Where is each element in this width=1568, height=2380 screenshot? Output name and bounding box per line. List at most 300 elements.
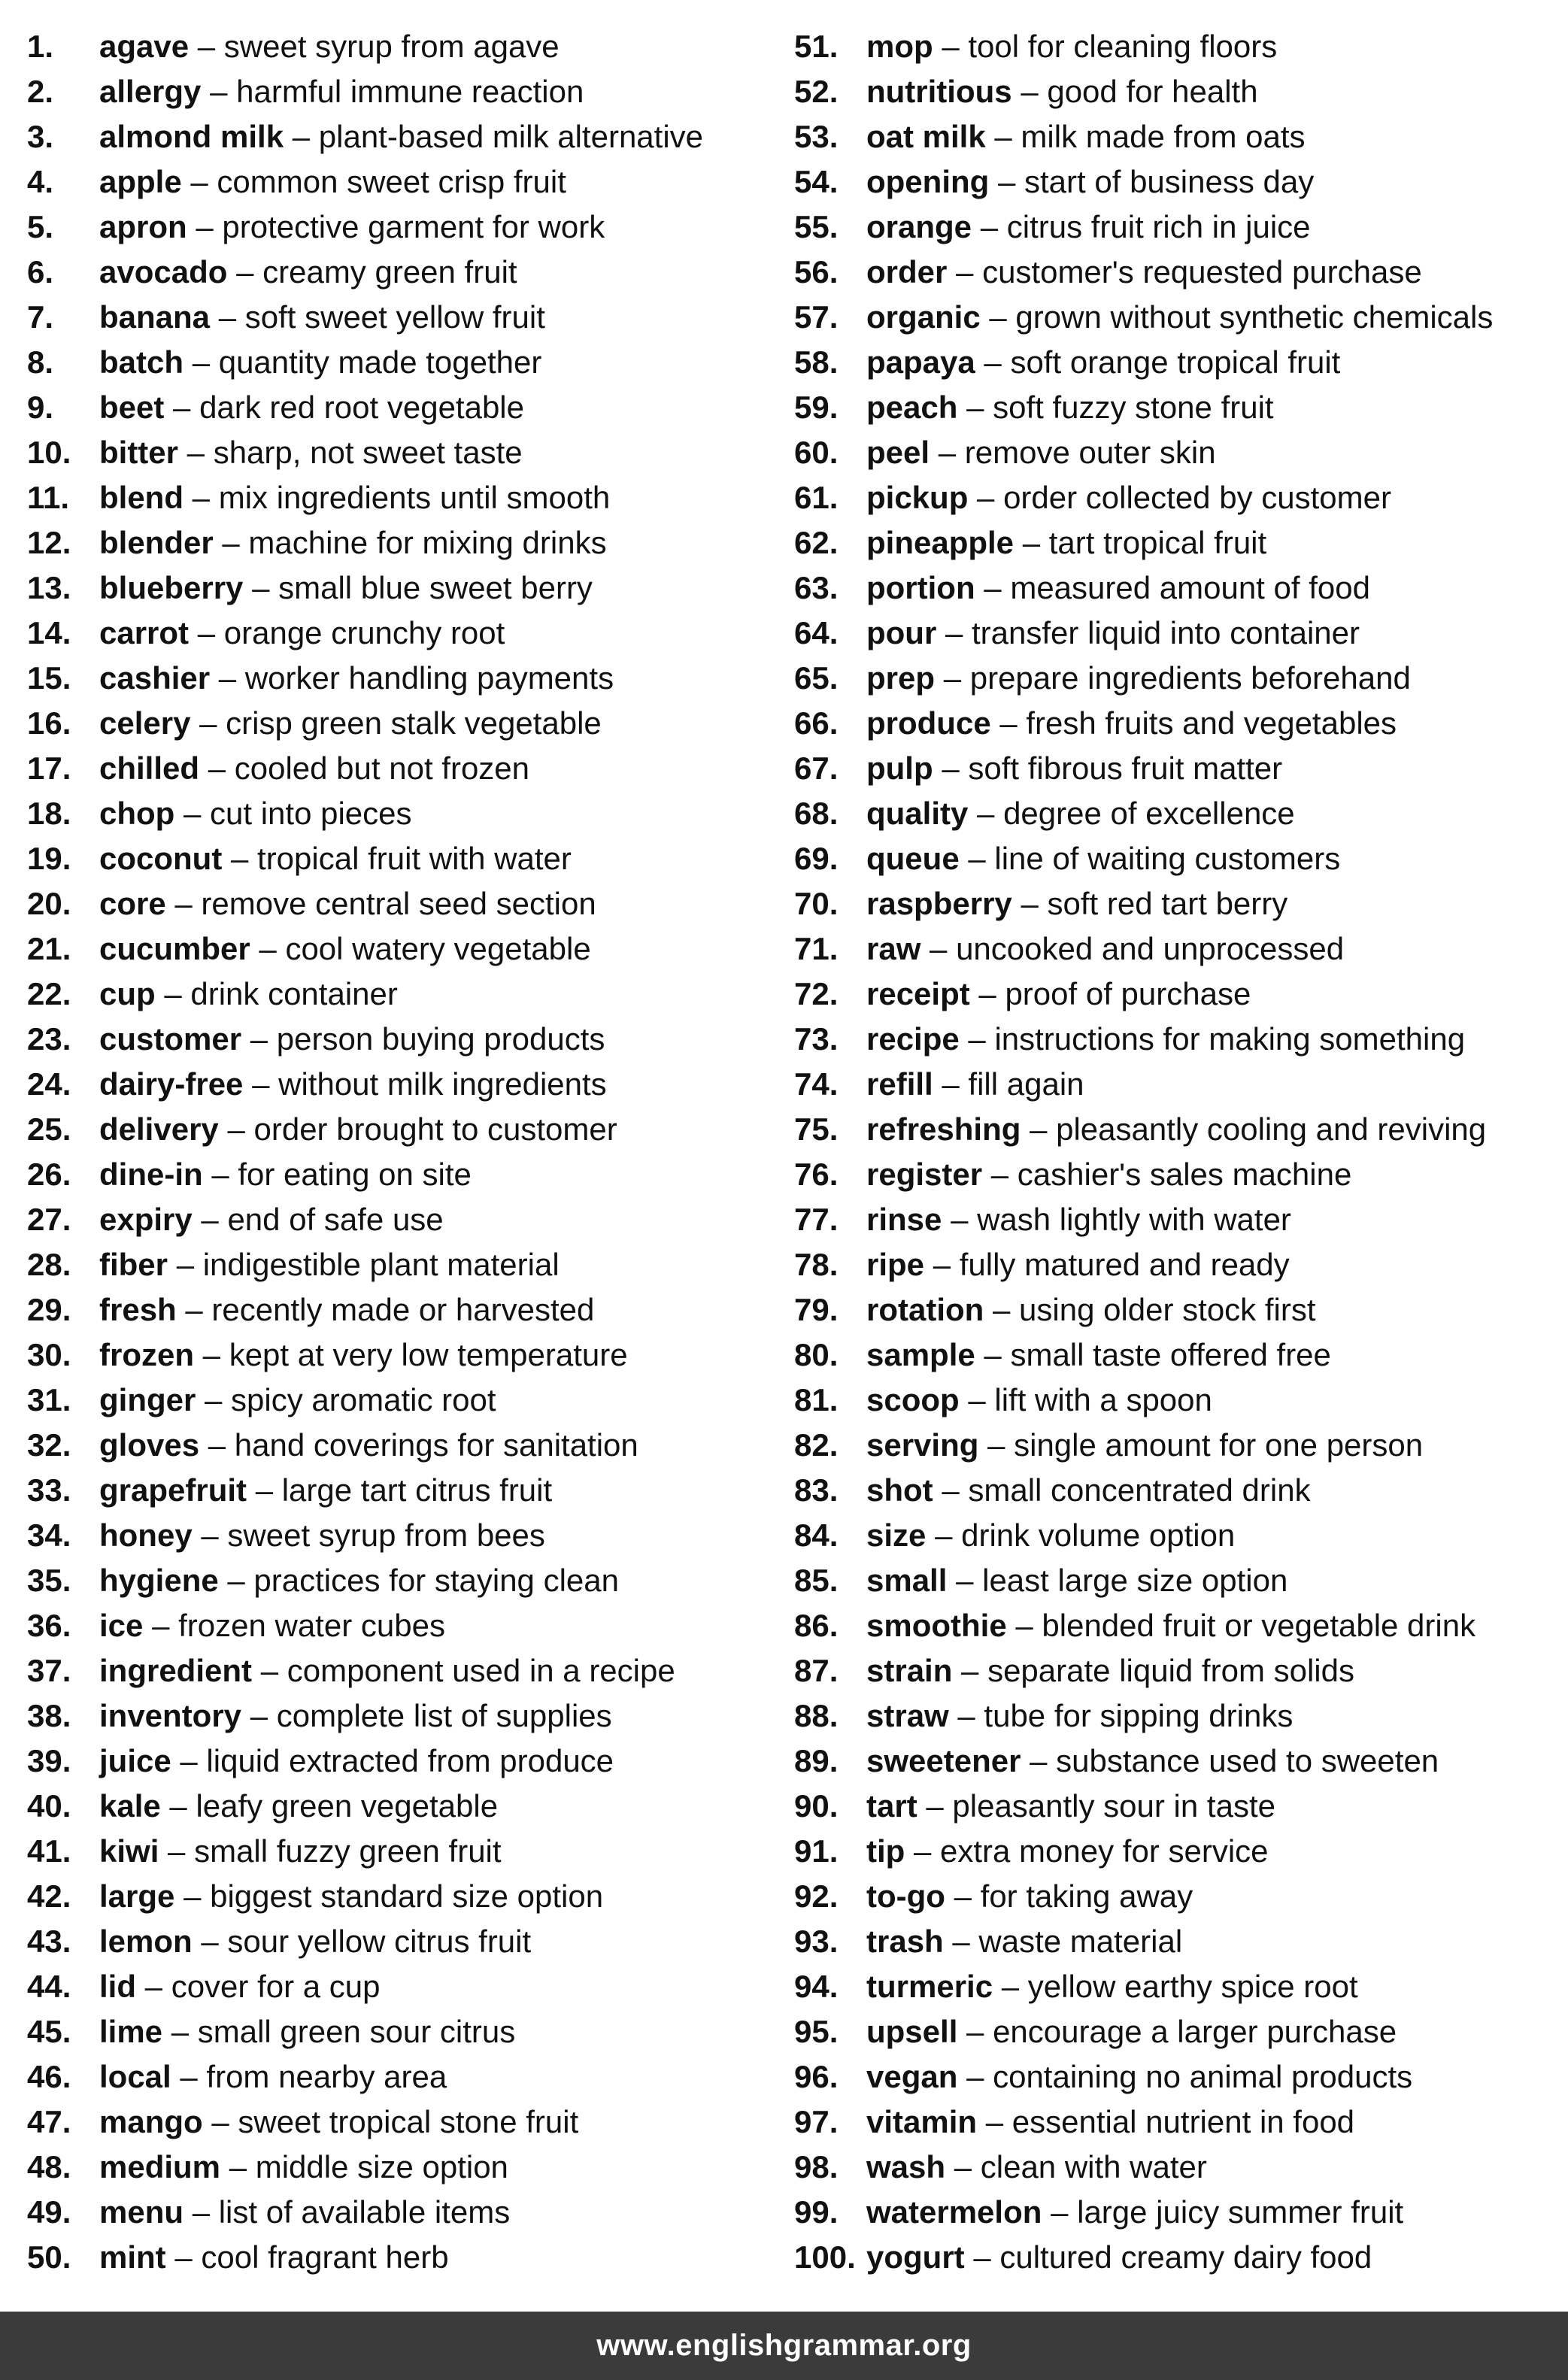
item-term: refreshing bbox=[866, 1111, 1021, 1147]
item-separator: – bbox=[1051, 2194, 1069, 2230]
item-number: 2. bbox=[27, 74, 54, 109]
item-separator: – bbox=[968, 841, 986, 876]
list-item bbox=[794, 2145, 1561, 2190]
list-item bbox=[27, 1062, 779, 1107]
list-item bbox=[27, 791, 779, 836]
list-item bbox=[794, 2190, 1561, 2235]
item-separator: – bbox=[1021, 886, 1039, 921]
item-definition: kept at very low temperature bbox=[229, 1337, 628, 1372]
item-definition: grown without synthetic chemicals bbox=[1015, 299, 1494, 335]
item-definition: harmful immune reaction bbox=[236, 74, 584, 109]
list-item bbox=[27, 656, 779, 701]
item-number: 29. bbox=[27, 1292, 71, 1327]
item-definition: recently made or harvested bbox=[211, 1292, 595, 1327]
item-separator: – bbox=[218, 299, 237, 335]
list-item bbox=[27, 611, 779, 656]
list-item bbox=[27, 475, 779, 520]
item-separator: – bbox=[942, 29, 960, 64]
list-item bbox=[27, 205, 779, 250]
list-item bbox=[27, 430, 779, 475]
item-separator: – bbox=[977, 480, 995, 515]
item-separator: – bbox=[930, 931, 948, 966]
list-item bbox=[794, 1197, 1561, 1242]
item-definition: single amount for one person bbox=[1014, 1427, 1424, 1463]
item-term: yogurt bbox=[866, 2239, 965, 2275]
item-definition: wash lightly with water bbox=[977, 1202, 1291, 1237]
list-item bbox=[27, 340, 779, 385]
item-separator: – bbox=[183, 1878, 202, 1914]
list-item bbox=[794, 2235, 1561, 2280]
item-definition: for eating on site bbox=[238, 1157, 472, 1192]
list-item bbox=[794, 1693, 1561, 1739]
item-term: oat milk bbox=[866, 119, 986, 154]
item-number: 94. bbox=[794, 1969, 839, 2004]
item-term: almond milk bbox=[99, 119, 284, 154]
item-definition: cover for a cup bbox=[171, 1969, 381, 2004]
item-separator: – bbox=[990, 1157, 1009, 1192]
item-definition: uncooked and unprocessed bbox=[956, 931, 1345, 966]
item-term: pineapple bbox=[866, 525, 1014, 560]
list-item bbox=[27, 1332, 779, 1378]
item-separator: – bbox=[211, 2104, 229, 2139]
item-definition: sweet syrup from agave bbox=[223, 29, 560, 64]
list-item bbox=[27, 159, 779, 205]
item-separator: – bbox=[968, 1382, 986, 1417]
list-item bbox=[794, 430, 1561, 475]
item-separator: – bbox=[942, 1472, 960, 1508]
item-number: 70. bbox=[794, 886, 839, 921]
item-number: 4. bbox=[27, 164, 54, 199]
item-definition: citrus fruit rich in juice bbox=[1006, 209, 1311, 244]
item-separator: – bbox=[152, 1608, 170, 1643]
item-term: smoothie bbox=[866, 1608, 1007, 1643]
item-number: 99. bbox=[794, 2194, 839, 2230]
item-number: 12. bbox=[27, 525, 71, 560]
item-separator: – bbox=[985, 2104, 1004, 2139]
item-definition: list of available items bbox=[218, 2194, 511, 2230]
item-separator: – bbox=[987, 1427, 1005, 1463]
list-item bbox=[794, 69, 1561, 114]
item-definition: dark red root vegetable bbox=[199, 390, 524, 425]
item-term: chilled bbox=[99, 750, 200, 786]
item-term: lime bbox=[99, 2014, 163, 2049]
item-definition: substance used to sweeten bbox=[1056, 1743, 1439, 1778]
item-separator: – bbox=[938, 435, 957, 470]
item-number: 44. bbox=[27, 1969, 71, 2004]
item-number: 11. bbox=[27, 480, 70, 515]
item-definition: cut into pieces bbox=[210, 796, 412, 831]
list-item bbox=[27, 1242, 779, 1287]
item-separator: – bbox=[180, 2059, 198, 2094]
item-definition: clean with water bbox=[980, 2149, 1207, 2184]
item-number: 78. bbox=[794, 1247, 839, 1282]
item-definition: orange crunchy root bbox=[223, 615, 505, 650]
item-number: 21. bbox=[27, 931, 71, 966]
item-definition: remove central seed section bbox=[201, 886, 596, 921]
item-number: 50. bbox=[27, 2239, 71, 2275]
item-separator: – bbox=[1030, 1743, 1048, 1778]
item-definition: waste material bbox=[978, 1924, 1183, 1959]
item-separator: – bbox=[966, 390, 984, 425]
item-term: serving bbox=[866, 1427, 979, 1463]
list-item bbox=[27, 1423, 779, 1468]
item-definition: pleasantly sour in taste bbox=[952, 1788, 1275, 1824]
vocabulary-list bbox=[0, 24, 1568, 2280]
item-number: 66. bbox=[794, 705, 839, 741]
item-separator: – bbox=[180, 1743, 198, 1778]
list-item bbox=[27, 701, 779, 746]
item-definition: without milk ingredients bbox=[278, 1066, 607, 1102]
item-number: 9. bbox=[27, 390, 54, 425]
item-term: produce bbox=[866, 705, 991, 741]
item-definition: protective garment for work bbox=[222, 209, 605, 244]
item-term: tart bbox=[866, 1788, 917, 1824]
item-term: ginger bbox=[99, 1382, 196, 1417]
list-item bbox=[794, 340, 1561, 385]
list-item bbox=[27, 1964, 779, 2009]
item-term: dine-in bbox=[99, 1157, 203, 1192]
list-item bbox=[27, 926, 779, 972]
item-term: peel bbox=[866, 435, 930, 470]
item-definition: tool for cleaning floors bbox=[968, 29, 1278, 64]
item-definition: creamy green fruit bbox=[262, 254, 517, 290]
item-number: 61. bbox=[794, 480, 839, 515]
item-separator: – bbox=[1022, 525, 1041, 560]
item-term: pickup bbox=[866, 480, 969, 515]
item-number: 98. bbox=[794, 2149, 839, 2184]
item-separator: – bbox=[954, 1878, 972, 1914]
item-number: 14. bbox=[27, 615, 71, 650]
item-number: 64. bbox=[794, 615, 839, 650]
item-term: hygiene bbox=[99, 1563, 219, 1598]
item-separator: – bbox=[977, 796, 995, 831]
item-term: gloves bbox=[99, 1427, 200, 1463]
item-number: 58. bbox=[794, 344, 839, 380]
item-definition: tube for sipping drinks bbox=[984, 1698, 1294, 1733]
list-item bbox=[27, 881, 779, 926]
item-separator: – bbox=[935, 1517, 953, 1553]
item-term: carrot bbox=[99, 615, 190, 650]
item-number: 6. bbox=[27, 254, 54, 290]
item-separator: – bbox=[973, 2239, 991, 2275]
list-item bbox=[794, 1513, 1561, 1558]
item-number: 54. bbox=[794, 164, 839, 199]
item-separator: – bbox=[984, 1337, 1002, 1372]
item-term: rinse bbox=[866, 1202, 942, 1237]
item-definition: hand coverings for sanitation bbox=[234, 1427, 638, 1463]
item-number: 59. bbox=[794, 390, 839, 425]
item-number: 45. bbox=[27, 2014, 71, 2049]
item-number: 82. bbox=[794, 1427, 839, 1463]
item-separator: – bbox=[196, 209, 214, 244]
item-separator: – bbox=[984, 344, 1002, 380]
list-item bbox=[794, 1332, 1561, 1378]
item-term: cashier bbox=[99, 660, 211, 696]
item-definition: tropical fruit with water bbox=[257, 841, 572, 876]
item-separator: – bbox=[173, 390, 191, 425]
list-item bbox=[27, 972, 779, 1017]
item-term: queue bbox=[866, 841, 960, 876]
item-number: 10. bbox=[27, 435, 71, 470]
item-number: 56. bbox=[794, 254, 839, 290]
item-number: 22. bbox=[27, 976, 71, 1011]
item-definition: soft sweet yellow fruit bbox=[244, 299, 545, 335]
item-definition: start of business day bbox=[1024, 164, 1315, 199]
item-number: 32. bbox=[27, 1427, 71, 1463]
item-separator: – bbox=[208, 1427, 226, 1463]
item-number: 90. bbox=[794, 1788, 839, 1824]
item-definition: cooled but not frozen bbox=[234, 750, 530, 786]
item-number: 60. bbox=[794, 435, 839, 470]
item-separator: – bbox=[164, 976, 182, 1011]
item-definition: crisp green stalk vegetable bbox=[226, 705, 602, 741]
item-number: 33. bbox=[27, 1472, 71, 1508]
list-item bbox=[27, 1197, 779, 1242]
item-number: 34. bbox=[27, 1517, 71, 1553]
item-term: kale bbox=[99, 1788, 161, 1824]
list-item bbox=[794, 1648, 1561, 1693]
item-term: inventory bbox=[99, 1698, 242, 1733]
item-term: celery bbox=[99, 705, 191, 741]
list-item bbox=[794, 791, 1561, 836]
item-separator: – bbox=[966, 2014, 984, 2049]
item-term: ice bbox=[99, 1608, 144, 1643]
item-separator: – bbox=[190, 164, 208, 199]
list-item bbox=[794, 1919, 1561, 1964]
item-separator: – bbox=[951, 1202, 969, 1237]
item-definition: practices for staying clean bbox=[253, 1563, 619, 1598]
item-term: juice bbox=[99, 1743, 171, 1778]
item-separator: – bbox=[236, 254, 254, 290]
list-item bbox=[794, 611, 1561, 656]
item-number: 17. bbox=[27, 750, 71, 786]
item-definition: lift with a spoon bbox=[994, 1382, 1212, 1417]
item-term: medium bbox=[99, 2149, 221, 2184]
item-separator: – bbox=[954, 2149, 972, 2184]
item-term: expiry bbox=[99, 1202, 193, 1237]
item-definition: blended fruit or vegetable drink bbox=[1042, 1608, 1476, 1643]
item-separator: – bbox=[202, 1337, 221, 1372]
item-separator: – bbox=[174, 886, 193, 921]
item-definition: yellow earthy spice root bbox=[1027, 1969, 1358, 2004]
list-item bbox=[27, 1468, 779, 1513]
item-definition: degree of excellence bbox=[1003, 796, 1295, 831]
list-item bbox=[794, 701, 1561, 746]
item-separator: – bbox=[192, 480, 211, 515]
item-number: 76. bbox=[794, 1157, 839, 1192]
item-number: 96. bbox=[794, 2059, 839, 2094]
item-number: 91. bbox=[794, 1833, 839, 1869]
item-number: 30. bbox=[27, 1337, 71, 1372]
list-item bbox=[794, 2100, 1561, 2145]
item-term: blender bbox=[99, 525, 214, 560]
list-item bbox=[794, 1152, 1561, 1197]
item-separator: – bbox=[169, 1788, 187, 1824]
item-term: local bbox=[99, 2059, 171, 2094]
item-term: avocado bbox=[99, 254, 228, 290]
item-term: core bbox=[99, 886, 166, 921]
list-item bbox=[27, 2145, 779, 2190]
list-item bbox=[794, 385, 1561, 430]
list-item bbox=[794, 1558, 1561, 1603]
item-separator: – bbox=[966, 2059, 984, 2094]
list-item bbox=[794, 1062, 1561, 1107]
item-definition: remove outer skin bbox=[964, 435, 1216, 470]
item-separator: – bbox=[933, 1247, 951, 1282]
item-number: 37. bbox=[27, 1653, 71, 1688]
item-term: pulp bbox=[866, 750, 933, 786]
item-number: 19. bbox=[27, 841, 71, 876]
item-term: honey bbox=[99, 1517, 193, 1553]
item-separator: – bbox=[978, 976, 996, 1011]
item-term: raspberry bbox=[866, 886, 1012, 921]
item-number: 100. bbox=[794, 2239, 856, 2275]
list-item bbox=[794, 250, 1561, 295]
item-definition: soft red tart berry bbox=[1047, 886, 1288, 921]
item-definition: measured amount of food bbox=[1010, 570, 1370, 605]
item-definition: sharp, not sweet taste bbox=[213, 435, 523, 470]
item-number: 43. bbox=[27, 1924, 71, 1959]
list-item bbox=[27, 2190, 779, 2235]
item-definition: cultured creamy dairy food bbox=[999, 2239, 1372, 2275]
footer-website-url: www.englishgrammar.org bbox=[596, 2329, 972, 2362]
item-definition: customer's requested purchase bbox=[982, 254, 1422, 290]
item-definition: essential nutrient in food bbox=[1011, 2104, 1355, 2139]
item-term: orange bbox=[866, 209, 972, 244]
list-item bbox=[794, 926, 1561, 972]
item-definition: quantity made together bbox=[218, 344, 542, 380]
item-number: 20. bbox=[27, 886, 71, 921]
item-separator: – bbox=[199, 705, 217, 741]
item-definition: order collected by customer bbox=[1003, 480, 1391, 515]
item-number: 79. bbox=[794, 1292, 839, 1327]
item-number: 63. bbox=[794, 570, 839, 605]
item-term: apple bbox=[99, 164, 182, 199]
item-number: 47. bbox=[27, 2104, 71, 2139]
item-term: bitter bbox=[99, 435, 178, 470]
item-number: 93. bbox=[794, 1924, 839, 1959]
item-separator: – bbox=[997, 164, 1016, 199]
list-item bbox=[27, 114, 779, 159]
item-number: 16. bbox=[27, 705, 71, 741]
item-term: nutritious bbox=[866, 74, 1012, 109]
item-term: to-go bbox=[866, 1878, 945, 1914]
item-term: ingredient bbox=[99, 1653, 253, 1688]
item-definition: cool fragrant herb bbox=[201, 2239, 449, 2275]
item-separator: – bbox=[926, 1788, 944, 1824]
item-definition: machine for mixing drinks bbox=[248, 525, 607, 560]
item-definition: large tart citrus fruit bbox=[281, 1472, 553, 1508]
item-separator: – bbox=[913, 1833, 932, 1869]
list-item bbox=[794, 24, 1561, 69]
item-term: turmeric bbox=[866, 1969, 993, 2004]
item-number: 3. bbox=[27, 119, 54, 154]
item-number: 67. bbox=[794, 750, 839, 786]
list-item bbox=[794, 1107, 1561, 1152]
item-number: 52. bbox=[794, 74, 839, 109]
item-term: sample bbox=[866, 1337, 975, 1372]
item-definition: drink volume option bbox=[961, 1517, 1236, 1553]
item-term: chop bbox=[99, 796, 175, 831]
item-term: tip bbox=[866, 1833, 905, 1869]
item-term: banana bbox=[99, 299, 211, 335]
item-definition: sweet tropical stone fruit bbox=[238, 2104, 579, 2139]
list-item bbox=[27, 565, 779, 611]
item-number: 38. bbox=[27, 1698, 71, 1733]
item-number: 24. bbox=[27, 1066, 71, 1102]
item-separator: – bbox=[168, 1833, 186, 1869]
item-number: 80. bbox=[794, 1337, 839, 1372]
item-number: 69. bbox=[794, 841, 839, 876]
list-item bbox=[794, 114, 1561, 159]
list-item bbox=[794, 1603, 1561, 1648]
item-number: 13. bbox=[27, 570, 71, 605]
list-item bbox=[27, 1874, 779, 1919]
item-number: 88. bbox=[794, 1698, 839, 1733]
item-term: apron bbox=[99, 209, 187, 244]
item-term: fresh bbox=[99, 1292, 177, 1327]
item-term: rotation bbox=[866, 1292, 984, 1327]
item-separator: – bbox=[250, 1698, 268, 1733]
item-term: vitamin bbox=[866, 2104, 978, 2139]
item-separator: – bbox=[222, 525, 240, 560]
item-separator: – bbox=[197, 29, 216, 64]
item-number: 26. bbox=[27, 1157, 71, 1192]
item-number: 62. bbox=[794, 525, 839, 560]
item-definition: liquid extracted from produce bbox=[206, 1743, 614, 1778]
list-item bbox=[27, 1784, 779, 1829]
item-term: order bbox=[866, 254, 948, 290]
item-definition: proof of purchase bbox=[1005, 976, 1251, 1011]
item-term: straw bbox=[866, 1698, 949, 1733]
item-number: 15. bbox=[27, 660, 71, 696]
list-item bbox=[27, 1287, 779, 1332]
item-separator: – bbox=[984, 570, 1002, 605]
item-number: 81. bbox=[794, 1382, 839, 1417]
item-separator: – bbox=[956, 254, 974, 290]
item-term: menu bbox=[99, 2194, 184, 2230]
item-definition: end of safe use bbox=[227, 1202, 444, 1237]
item-definition: sour yellow citrus fruit bbox=[227, 1924, 532, 1959]
item-term: grapefruit bbox=[99, 1472, 247, 1508]
item-number: 31. bbox=[27, 1382, 71, 1417]
list-item bbox=[27, 24, 779, 69]
item-definition: indigestible plant material bbox=[202, 1247, 560, 1282]
item-number: 87. bbox=[794, 1653, 839, 1688]
item-separator: – bbox=[1015, 1608, 1033, 1643]
item-definition: soft fibrous fruit matter bbox=[968, 750, 1283, 786]
list-item bbox=[27, 2009, 779, 2054]
item-term: blend bbox=[99, 480, 183, 515]
list-item bbox=[27, 520, 779, 565]
list-item bbox=[794, 1829, 1561, 1874]
item-term: trash bbox=[866, 1924, 944, 1959]
item-number: 28. bbox=[27, 1247, 71, 1282]
item-number: 84. bbox=[794, 1517, 839, 1553]
item-term: watermelon bbox=[866, 2194, 1042, 2230]
item-separator: – bbox=[218, 660, 237, 696]
item-definition: component used in a recipe bbox=[287, 1653, 675, 1688]
item-number: 72. bbox=[794, 976, 839, 1011]
item-term: lemon bbox=[99, 1924, 193, 1959]
list-item bbox=[27, 2100, 779, 2145]
item-separator: – bbox=[952, 1924, 970, 1959]
item-number: 40. bbox=[27, 1788, 71, 1824]
item-separator: – bbox=[961, 1653, 979, 1688]
item-term: size bbox=[866, 1517, 927, 1553]
item-number: 74. bbox=[794, 1066, 839, 1102]
list-item bbox=[794, 159, 1561, 205]
